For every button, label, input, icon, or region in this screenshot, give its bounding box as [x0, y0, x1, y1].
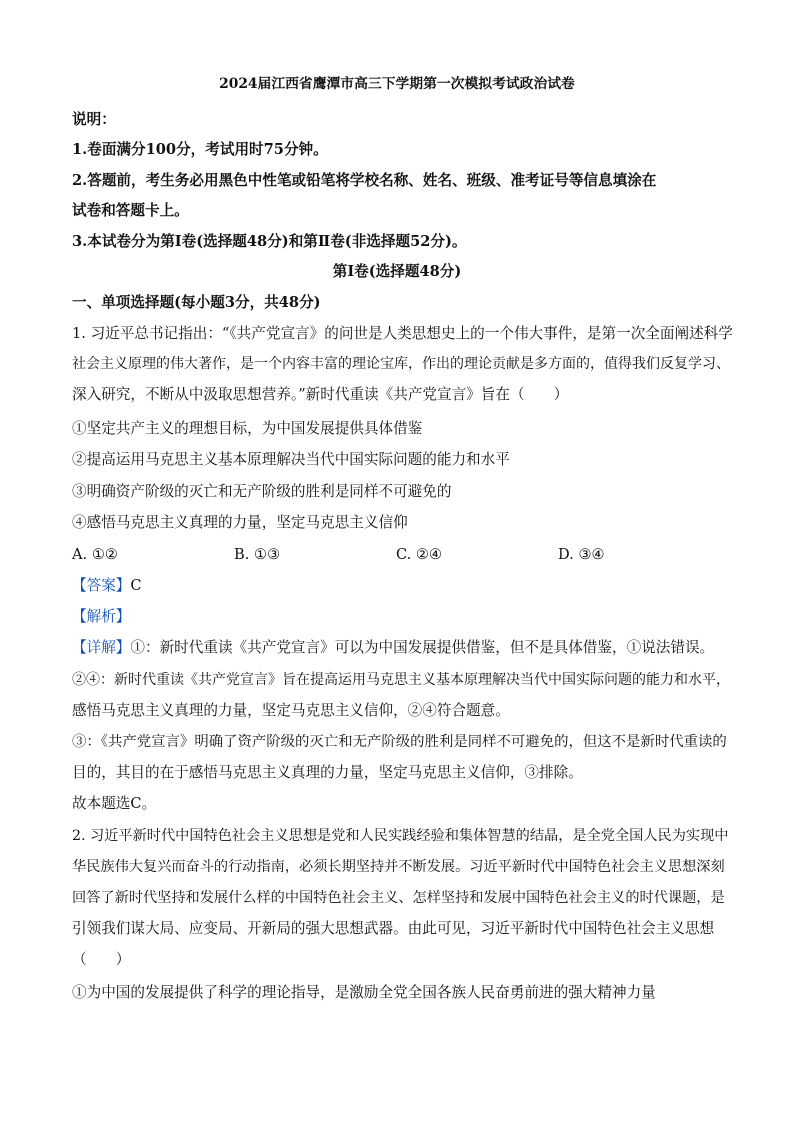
q1-stem-line-2: 社会主义原理的伟大著作，是一个内容丰富的理论宝库，作出的理论贡献是多方面的，值得我们反复学习、: [72, 356, 730, 372]
answer-tag: 【答案】: [72, 577, 131, 594]
q2-stem-line-4: 引领我们谋大局、应变局、开新局的强大思想武器。由此可见，习近平新时代中国特色社会主义思想: [72, 920, 715, 937]
detail-tag: 【详解】: [72, 639, 131, 656]
instruction-2-cont: 试卷和答题卡上。: [72, 202, 189, 219]
q1-stem-line-3: 深入研究，不断从中汲取思想营养。”新时代重读《共产党宣言》旨在（ ）: [72, 386, 569, 403]
q2-stem-line-3: 回答了新时代坚持和发展什么样的中国特色社会主义、怎样坚持和发展中国特色社会主义的时代课题，是: [72, 890, 725, 906]
q1-detail-line-5: 目的，其目的在于感悟马克思主义真理的力量，坚定马克思主义信仰，③排除。: [72, 764, 583, 781]
instruction-2: 2.答题前，考生务必用黑色中性笔或铅笔将学校名称、姓名、班级、准考证号等信息填涂在: [72, 172, 657, 189]
q2-statement-1: ①为中国的发展提供了科学的理论指导，是激励全党全国各族人民奋勇前进的强大精神力量: [72, 984, 656, 1001]
q1-detail-line-1: [72, 638, 732, 658]
q1-statement-3: ③明确资产阶级的灭亡和无产阶级的胜利是同样不可避免的: [72, 483, 452, 500]
q1-statement-2: ②提高运用马克思主义基本原理解决当代中国实际问题的能力和水平: [72, 451, 510, 468]
q1-statement-1: ①坚定共产主义的理想目标，为中国发展提供具体借鉴: [72, 420, 423, 437]
q1-detail-text-1: ①：新时代重读《共产党宣言》可以为中国发展提供借鉴，但不是具体借鉴，①说法错误。: [130, 639, 715, 656]
q1-stem-line-1: 1. 习近平总书记指出：“《共产党宣言》的问世是人类思想史上的一个伟大事件，是第一次全面阐述科学: [72, 325, 733, 342]
page-title: 2024届江西省鹰潭市高三下学期第一次模拟考试政治试卷: [219, 76, 575, 92]
q2-stem-line-1: 2. 习近平新时代中国特色社会主义思想是党和人民实践经验和集体智慧的结晶，是全党全国人民为实现中: [72, 828, 729, 844]
q1-statement-4: ④感悟马克思主义真理的力量，坚定马克思主义信仰: [72, 514, 408, 531]
q2-stem-line-5: （ ）: [72, 951, 131, 968]
q1-answer: [72, 576, 732, 596]
q1-detail-line-2: ②④：新时代重读《共产党宣言》旨在提高运用马克思主义基本原理解决当代中国实际问题的能力和水平，: [72, 672, 730, 688]
q1-option-d: D. ③④: [558, 546, 605, 563]
q1-detail-line-4: ③：《共产党宣言》明确了资产阶级的灭亡和无产阶级的胜利是同样不可避免的，但这不是新时代重读的: [72, 734, 727, 750]
q1-detail-line-3: 感悟马克思主义真理的力量，坚定马克思主义信仰，②④符合题意。: [72, 702, 510, 719]
instruction-1: 1.卷面满分100分，考试用时75分钟。: [72, 141, 328, 158]
part-title: 第Ⅰ卷(选择题48分): [332, 263, 462, 280]
q2-stem-line-2: 华民族伟大复兴而奋斗的行动指南，必须长期坚持并不断发展。习近平新时代中国特色社会主义思想深刻: [72, 859, 725, 875]
instructions-heading: 说明：: [72, 111, 116, 128]
answer-value: C: [130, 577, 142, 594]
instruction-3: 3.本试卷分为第Ⅰ卷(选择题48分)和第Ⅱ卷(非选择题52分)。: [72, 233, 467, 250]
q1-option-b: B. ①③: [234, 546, 281, 563]
q1-option-a: A. ①②: [72, 546, 118, 563]
q1-detail-line-6: 故本题选C。: [72, 795, 157, 812]
section-title: 一、单项选择题(每小题3分，共48分): [72, 294, 321, 311]
analysis-tag: 【解析】: [72, 608, 131, 625]
q1-option-c: C. ②④: [396, 546, 443, 563]
